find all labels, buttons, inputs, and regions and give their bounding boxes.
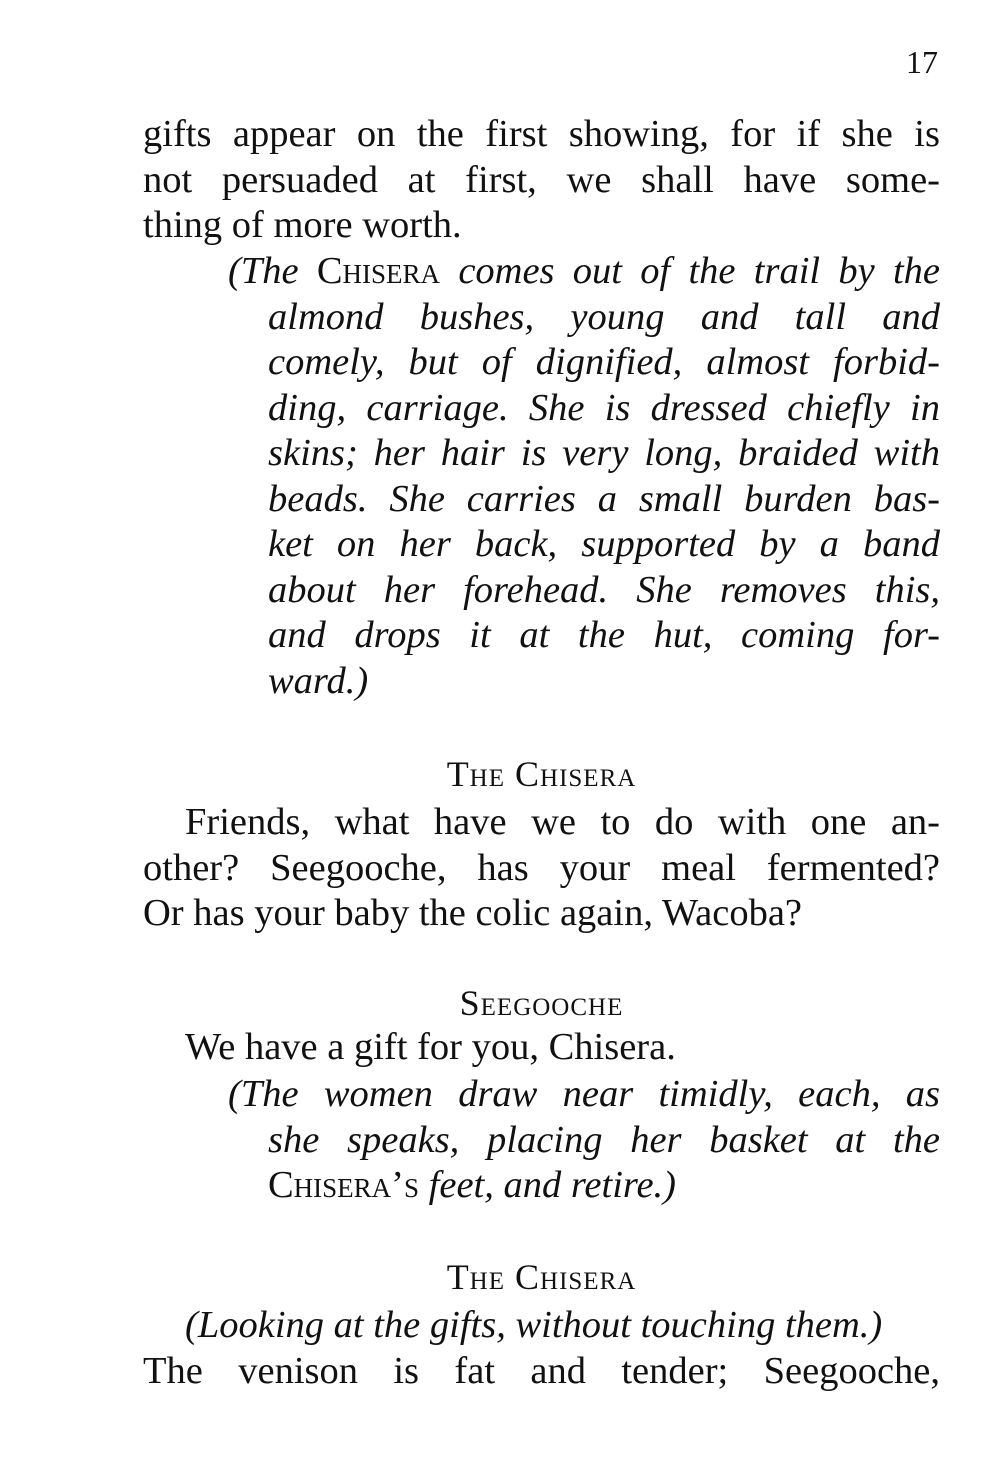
- text-line: thing of more worth.: [143, 204, 462, 246]
- character-name: Chisera’s: [268, 1164, 420, 1206]
- text-line: other? Seegooche, has your meal fermented?: [143, 846, 940, 889]
- text-line: not persuaded at first, we shall have some-: [143, 158, 940, 201]
- stage-line: and drops it at the hut, coming for-: [268, 614, 940, 656]
- stage-line: Chisera’s feet, and retire.): [268, 1164, 676, 1206]
- speech-seegooche: [143, 1025, 940, 1071]
- stage-line: (The Chisera comes out of the trail by the: [228, 250, 941, 292]
- stage-line: ket on her back, supported by a band: [268, 523, 940, 565]
- stage-line: beads. She carries a small burden bas-: [268, 477, 940, 520]
- stage-direction-entrance: [228, 249, 940, 704]
- stage-line: ding, carriage. She is dressed chiefly in: [268, 386, 940, 429]
- text-line: We have a gift for you, Chisera.: [185, 1026, 676, 1068]
- text-line: gifts appear on the first showing, for if she is: [143, 113, 940, 155]
- speaker-heading: The Chisera: [446, 1257, 637, 1297]
- text-line: Or has your baby the colic again, Wacoba?: [143, 892, 802, 934]
- text-line: Friends, what have we to do with one an-: [185, 801, 940, 843]
- speech-chisera: [143, 800, 940, 937]
- stage-line: ward.): [268, 659, 369, 702]
- stage-line: she speaks, placing her basket at the: [268, 1118, 940, 1161]
- stage-line: about her forehead. She removes this,: [268, 568, 940, 611]
- speaker-heading: Seegooche: [459, 983, 624, 1023]
- speaker-heading: The Chisera: [446, 754, 637, 794]
- stage-line: almond bushes, young and tall and: [268, 295, 940, 338]
- paragraph-continuation: [143, 112, 940, 249]
- stage-line: (The women draw near timidly, each, as: [228, 1073, 940, 1115]
- page-number: 17: [906, 44, 938, 80]
- speech-chisera-2: [143, 1303, 940, 1394]
- text-line: The venison is fat and tender; Seegooche,: [143, 1349, 940, 1392]
- stage-direction-women: [228, 1072, 940, 1209]
- stage-line: skins; her hair is very long, braided with: [268, 432, 940, 474]
- character-name: Chisera: [316, 250, 441, 292]
- stage-line: comely, but of dignified, almost forbid-: [268, 341, 940, 383]
- stage-line: (Looking at the gifts, without touching them.): [185, 1304, 883, 1346]
